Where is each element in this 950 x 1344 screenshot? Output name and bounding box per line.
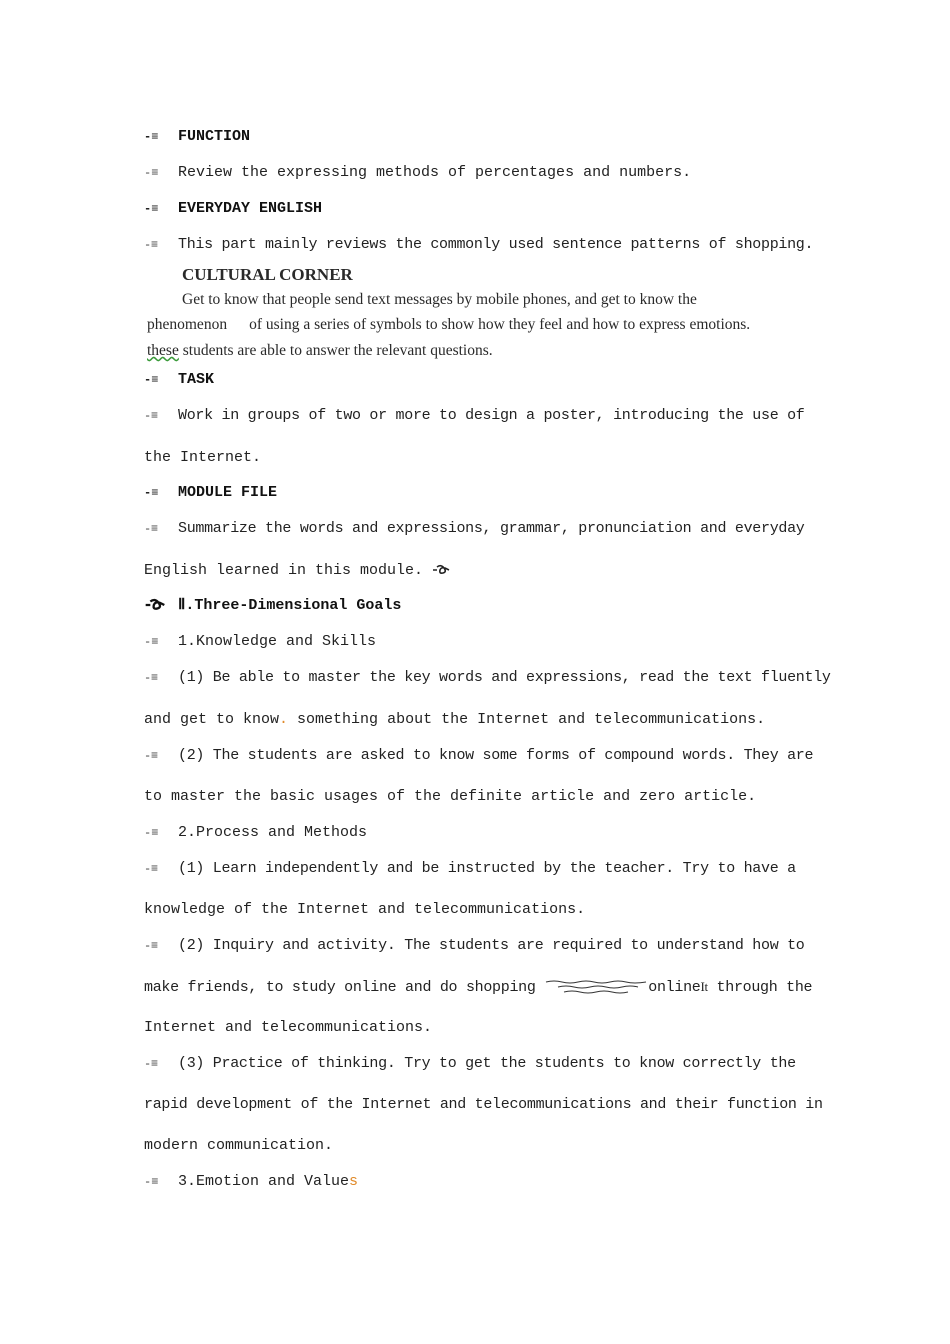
goals-heading: Ⅱ.Three-Dimensional Goals [144, 597, 808, 615]
pm2-line-2: make friends, to study online and do shopping onlineIt through the [144, 979, 813, 996]
bullet-icon: -≡ [144, 635, 159, 649]
bullet-icon: -≡ [144, 486, 159, 500]
pm1-line-1: -≡ (1) Learn independently and be instructed by the teacher. Try to have a [144, 860, 796, 877]
bullet-icon: -≡ [144, 373, 159, 387]
bullet-icon: -≡ [144, 238, 158, 252]
bullet-icon: -≡ [144, 522, 158, 536]
cultural-line-3: these students are able to answer the relevant questions. [147, 342, 493, 359]
module-line-2: English learned in this module. [144, 562, 808, 580]
bullet-icon: -≡ [144, 826, 159, 840]
everyday-text: -≡ This part mainly reviews the commonly used sentence patterns of shopping. [144, 236, 814, 253]
bullet-icon: -≡ [144, 1057, 158, 1071]
bullet-icon: -≡ [144, 202, 159, 216]
pm-heading: -≡ 2.Process and Methods [144, 824, 368, 841]
module-heading: -≡ MODULE FILE [144, 484, 278, 501]
task-line-2: the Internet. [144, 449, 262, 466]
cultural-heading: CULTURAL CORNER [182, 265, 353, 284]
squiggle-icon [544, 979, 648, 995]
bullet-icon: -≡ [144, 939, 158, 953]
bullet-icon: -≡ [144, 862, 158, 876]
pm3-line-2: rapid development of the Internet and telecommunications and their function in [144, 1096, 823, 1113]
task-heading: -≡ TASK [144, 371, 215, 388]
function-text: -≡ Review the expressing methods of percentages and numbers. [144, 164, 692, 181]
pm3-line-3: modern communication. [144, 1137, 334, 1154]
swirl-icon [144, 598, 166, 612]
pm3-line-1: -≡ (3) Practice of thinking. Try to get the students to know correctly the [144, 1055, 796, 1072]
bullet-icon: -≡ [144, 166, 159, 180]
pm1-line-2: knowledge of the Internet and telecommunications. [144, 901, 586, 918]
ks2-line-1: -≡ (2) The students are asked to know some forms of compound words. They are [144, 747, 814, 764]
ks1-line-1: -≡ (1) Be able to master the key words and expressions, read the text fluently [144, 669, 831, 686]
ks1-line-2: and get to know. something about the Internet and telecommunications. [144, 711, 766, 728]
swirl-icon [432, 564, 450, 576]
module-line-1: -≡ Summarize the words and expressions, grammar, pronunciation and everyday [144, 520, 805, 537]
everyday-heading: -≡ EVERYDAY ENGLISH [144, 200, 323, 217]
task-line-1: -≡ Work in groups of two or more to design a poster, introducing the use of [144, 407, 805, 424]
pm2-line-1: -≡ (2) Inquiry and activity. The students are required to understand how to [144, 937, 805, 954]
annotation-mark: . [279, 711, 289, 728]
function-heading: -≡ FUNCTION [144, 128, 251, 145]
ks2-line-2: to master the basic usages of the definite article and zero article. [144, 788, 757, 805]
cultural-line-1: Get to know that people send text messages by mobile phones, and get to know the [182, 291, 697, 308]
bullet-icon: -≡ [144, 671, 158, 685]
bullet-icon: -≡ [144, 749, 158, 763]
bullet-icon: -≡ [144, 409, 158, 423]
pm2-line-3: Internet and telecommunications. [144, 1019, 433, 1036]
bullet-icon: -≡ [144, 1175, 159, 1189]
ev-heading: -≡ 3.Emotion and Values [144, 1173, 359, 1190]
ks-heading: -≡ 1.Knowledge and Skills [144, 633, 377, 650]
cultural-line-2: phenomenon of using a series of symbols to show how they feel and how to express emotions. [147, 316, 751, 333]
bullet-icon: -≡ [144, 130, 159, 144]
